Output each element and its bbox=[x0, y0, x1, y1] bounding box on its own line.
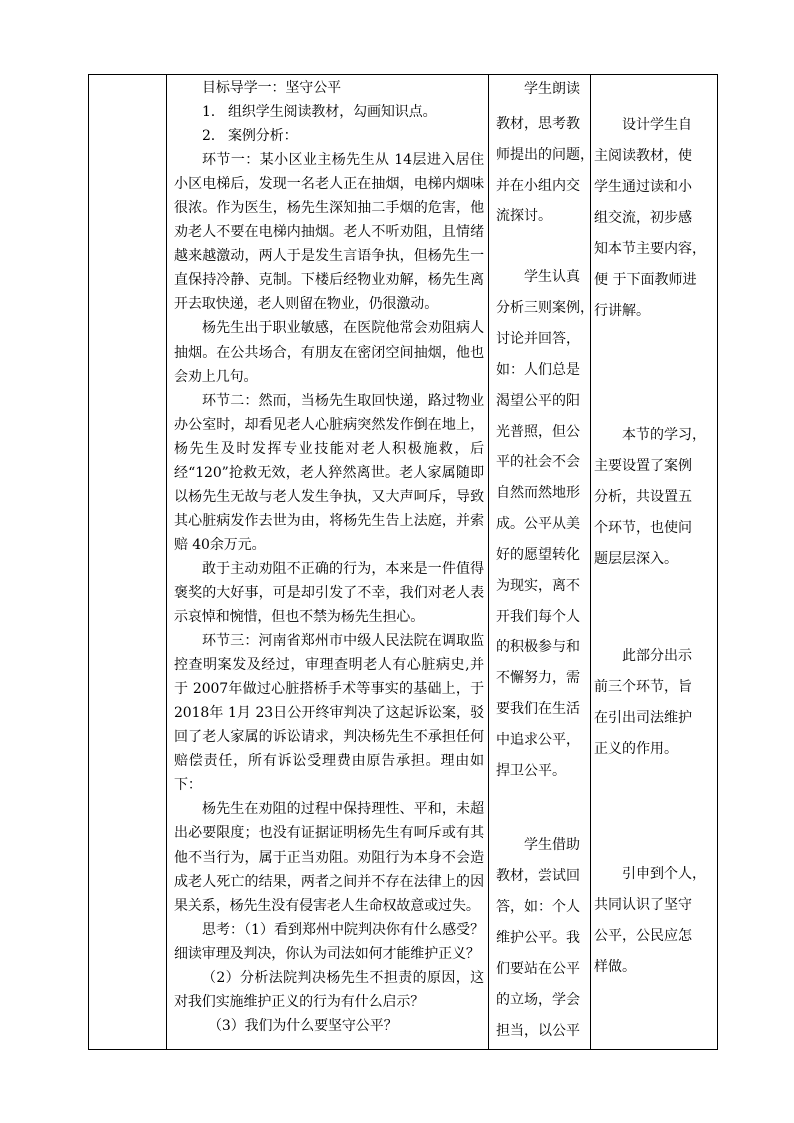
design-line: 主阅读教材，使 bbox=[594, 148, 692, 164]
table-border-bottom bbox=[88, 1049, 718, 1050]
case-paragraph: 环节一：某小区业主杨先生从 14层进入居住小区电梯后，发现一名老人正在抽烟，电梯内烟味很浓。作为医生，杨先生深知抽二手烟的危害，他劝老人不要在电梯内抽烟。老人不听劝阻，且情绪越来越激动，两人于是发生言语争执，但杨先生一直保持冷静、克制。下楼后经物业劝解，杨先生离开去取快递，老人则留在物业，仍很激动。 bbox=[174, 152, 484, 313]
student-line: 自然而然地形 bbox=[496, 485, 580, 501]
teaching-content-cell bbox=[174, 76, 484, 1038]
list-item: 1. 组织学生阅读教材，勾画知识点。 bbox=[202, 104, 437, 121]
design-line: 学生通过读和小 bbox=[594, 179, 692, 195]
student-line: 学生借助 bbox=[524, 837, 580, 853]
student-line: 学生朗读 bbox=[524, 81, 580, 97]
design-line: 样做。 bbox=[594, 959, 636, 975]
student-line: 的立场，学会 bbox=[496, 992, 580, 1008]
student-line: 师提出的问题， bbox=[496, 147, 594, 163]
design-line: 公平，公民应怎 bbox=[594, 928, 692, 944]
design-line: 便 于下面教师进 bbox=[594, 272, 697, 288]
case-paragraph: 杨先生在劝阻的过程中保持理性、平和，未超出必要限度；也没有证据证明杨先生有呵斥或有其他不当行为，属于正当劝阻。劝阻行为本身不会造成老人死亡的结果，两者之间并不存在法律上的因果关系，杨先生没有侵害老人生命权故意或过失。 bbox=[174, 801, 484, 914]
design-line: 设计学生自 bbox=[622, 117, 692, 133]
student-line: 答，如：个人 bbox=[496, 899, 580, 915]
design-line: 知本节主要内容， bbox=[594, 241, 706, 257]
student-line: 流探讨。 bbox=[496, 208, 552, 224]
student-line: 们要站在公平 bbox=[496, 961, 580, 977]
design-line: 组交流，初步感 bbox=[594, 210, 692, 226]
student-line: 的积极参与和 bbox=[496, 639, 580, 655]
student-line: 要我们在生活 bbox=[496, 701, 580, 717]
design-line: 个环节，也使问 bbox=[594, 520, 692, 536]
question-paragraph: （2）分析法院判决杨先生不担责的原因，这对我们实施维护正义的行为有什么启示？ bbox=[174, 969, 484, 1010]
student-line: 开我们每个人 bbox=[496, 609, 580, 625]
student-line: 平的社会不会 bbox=[496, 454, 580, 470]
student-line: 担当，以公平 bbox=[496, 1023, 580, 1039]
case-paragraph: 杨先生出于职业敏感，在医院他常会劝阻病人抽烟。在公共场合，有朋友在密闭空间抽烟，他也会劝上几句。 bbox=[174, 320, 484, 385]
table-border-col4 bbox=[590, 74, 591, 1050]
design-line: 此部分出示 bbox=[622, 648, 692, 664]
design-line: 主要设置了案例 bbox=[594, 458, 692, 474]
student-line: 如：人们总是 bbox=[496, 362, 580, 378]
case-paragraph: 环节三：河南省郑州市中级人民法院在调取监控查明案发及经过，审理查明老人有心脏病史,并于 2007年做过心脏搭桥手术等事实的基础上，于 2018年 1月 23日公开终审判决了这起诉讼案，驳回了老人家属的诉讼请求，判决杨先生不承担任何赔偿责任，所有诉讼受理费由原告承担。理由如下： bbox=[174, 633, 484, 794]
student-line: 并在小组内交 bbox=[496, 178, 580, 194]
student-line: 好的愿望转化 bbox=[496, 547, 580, 563]
section-heading: 目标导学一：坚守公平 bbox=[202, 80, 341, 96]
student-line: 光普照，但公 bbox=[496, 424, 580, 440]
table-border-top bbox=[88, 74, 718, 75]
question-paragraph: 思考：（1）看到郑州中院判决你有什么感受？细读审理及判决，你认为司法如何才能维护正义？ bbox=[174, 921, 484, 962]
list-item: 2. 案例分析： bbox=[202, 128, 298, 145]
design-line: 正义的作用。 bbox=[594, 741, 678, 757]
student-line: 学生认真 bbox=[524, 269, 580, 285]
student-line: 教材，思考教 bbox=[496, 116, 580, 132]
case-paragraph: 敢于主动劝阻不正确的行为，本来是一件值得褒奖的大好事，可是却引发了不幸，我们对老人表示哀悼和惋惜，但也不禁为杨先生担心。 bbox=[174, 560, 484, 626]
student-line: 教材，尝试回 bbox=[496, 868, 580, 884]
design-line: 本节的学习， bbox=[622, 427, 706, 443]
design-line: 引申到个人， bbox=[622, 866, 706, 882]
design-line: 题层层深入。 bbox=[594, 551, 678, 567]
student-line: 成。公平从美 bbox=[496, 516, 580, 532]
table-border-left bbox=[88, 74, 89, 1050]
case-paragraph: 环节二：然而，当杨先生取回快递，路过物业办公室时，却看见老人心脏病突然发作倒在地上，杨先生及时发挥专业技能对老人积极施救，后经“120”抢救无效，老人猝然离世。老人家属随即以杨先生无故与老人发生争执，又大声呵斥，导致其心脏病发作去世为由，将杨先生告上法庭，并索赔 40余万元。 bbox=[174, 392, 484, 553]
student-line: 捍卫公平。 bbox=[496, 763, 566, 779]
student-line: 维护公平。我 bbox=[496, 930, 580, 946]
student-line: 渴望公平的阳 bbox=[496, 393, 580, 409]
question-paragraph: （3）我们为什么要坚守公平？ bbox=[208, 1017, 398, 1034]
student-line: 分析三则案例， bbox=[496, 300, 594, 316]
student-line: 不懈努力，需 bbox=[496, 670, 580, 686]
student-line: 为现实，离不 bbox=[496, 578, 580, 594]
design-line: 分析，共设置五 bbox=[594, 489, 692, 505]
design-line: 行讲解。 bbox=[594, 303, 650, 319]
table-border-col2 bbox=[166, 74, 167, 1050]
design-line: 在引出司法维护 bbox=[594, 710, 692, 726]
table-border-col3 bbox=[488, 74, 489, 1050]
design-line: 前三个环节，旨 bbox=[594, 679, 692, 695]
student-line: 中追求公平， bbox=[496, 732, 580, 748]
table-border-right bbox=[717, 74, 718, 1050]
design-line: 共同认识了坚守 bbox=[594, 897, 692, 913]
student-line: 讨论并回答， bbox=[496, 331, 580, 347]
